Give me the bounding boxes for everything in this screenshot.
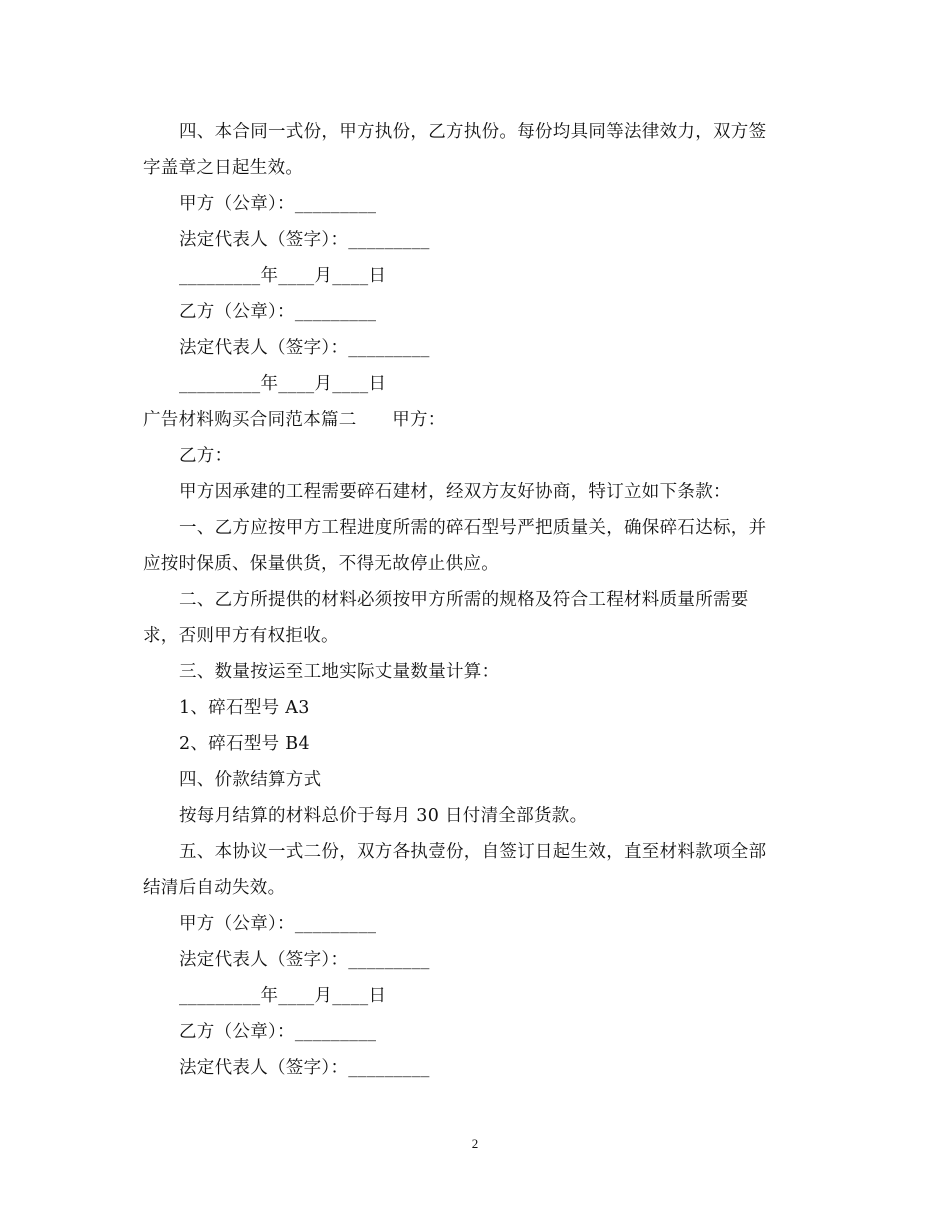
clause-three: 三、数量按运至工地实际丈量数量计算： [179, 662, 500, 682]
section-heading: 广告材料购买合同范本篇二 甲方： [143, 410, 446, 430]
clause-four-line-2: 字盖章之日起生效。 [143, 158, 304, 178]
party-b-date: _________年____月____日 [179, 374, 387, 394]
page-number: 2 [471, 1136, 479, 1151]
party-b-label: 乙方： [179, 446, 233, 466]
party-a-seal: 甲方（公章）：_________ [179, 194, 377, 214]
clause-two-line-1: 二、乙方所提供的材料必须按甲方所需的规格及符合工程材料质量所需要 [179, 590, 749, 610]
clause-two-line-2: 求，否则甲方有权拒收。 [143, 626, 339, 646]
document-body [143, 114, 799, 1086]
clause-one-line-1: 一、乙方应按甲方工程进度所需的碎石型号严把质量关，确保碎石达标，并 [179, 518, 767, 538]
preamble: 甲方因承建的工程需要碎石建材，经双方友好协商，特订立如下条款： [179, 482, 731, 502]
clause-four-heading: 四、价款结算方式 [179, 770, 322, 790]
clause-four-line-1: 四、本合同一式份，甲方执份，乙方执份。每份均具同等法律效力，双方签 [179, 122, 767, 142]
party-a-date: _________年____月____日 [179, 266, 387, 286]
party-b-seal-2: 乙方（公章）：_________ [179, 1022, 377, 1042]
party-a-date-2: _________年____月____日 [179, 986, 387, 1006]
party-b-seal: 乙方（公章）：_________ [179, 302, 377, 322]
clause-one-line-2: 应按时保质、保量供货，不得无故停止供应。 [143, 554, 499, 574]
payment-terms: 按每月结算的材料总价于每月 30 日付清全部货款。 [179, 806, 588, 826]
item-a3: 1、碎石型号 A3 [179, 698, 310, 718]
party-b-representative-2: 法定代表人（签字）：_________ [179, 1058, 430, 1078]
clause-five-line-2: 结清后自动失效。 [143, 878, 286, 898]
party-a-representative: 法定代表人（签字）：_________ [179, 230, 430, 250]
party-b-representative: 法定代表人（签字）：_________ [179, 338, 430, 358]
party-a-seal-2: 甲方（公章）：_________ [179, 914, 377, 934]
clause-five-line-1: 五、本协议一式二份，双方各执壹份，自签订日起生效，直至材料款项全部 [179, 842, 767, 862]
item-b4: 2、碎石型号 B4 [179, 734, 310, 754]
party-a-representative-2: 法定代表人（签字）：_________ [179, 950, 430, 970]
